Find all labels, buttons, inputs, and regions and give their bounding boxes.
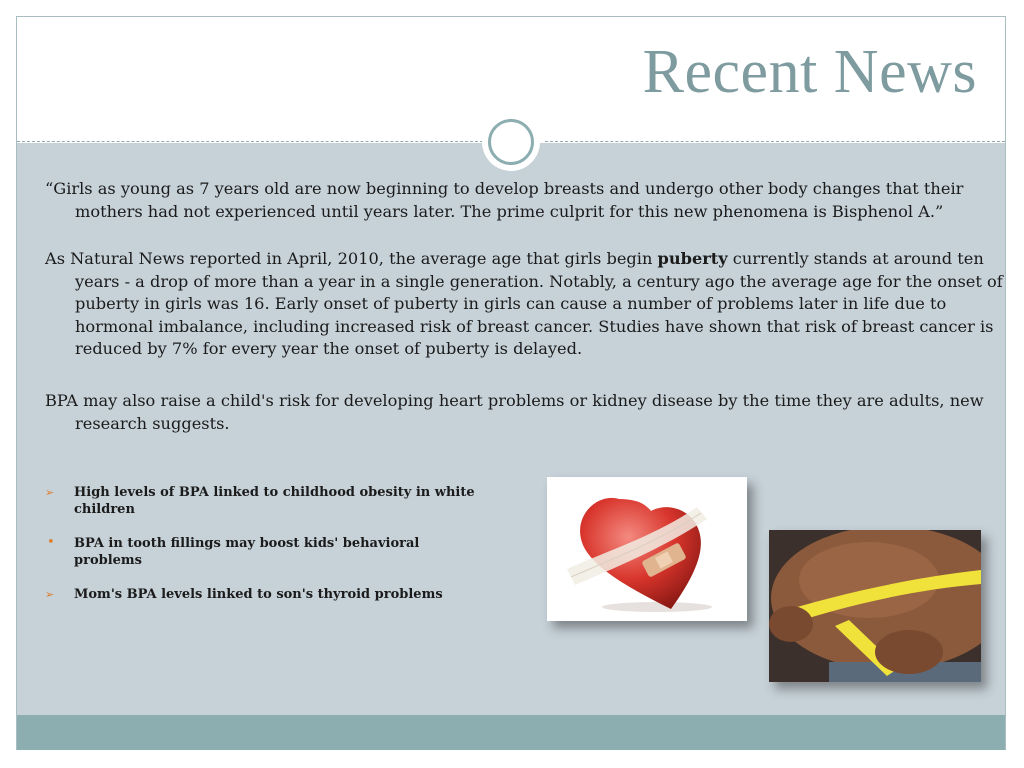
footer-bar — [17, 715, 1005, 750]
ring-icon — [488, 119, 534, 165]
arrow-bullet-icon: ➢ — [45, 486, 55, 499]
belly-illustration — [769, 530, 981, 682]
news-links-list — [43, 484, 483, 620]
news-link-item[interactable] — [43, 535, 483, 569]
slide-title: Recent News — [642, 38, 977, 106]
arrow-bullet-icon: ➢ — [45, 588, 55, 601]
heart-kidney-paragraph: BPA may also raise a child's risk for developing heart problems or kidney disease by the time they are adults, new research suggests. — [45, 391, 984, 433]
slide-frame — [16, 16, 1006, 750]
divider-right — [545, 141, 1005, 142]
news-link-item[interactable] — [43, 484, 483, 518]
puberty-paragraph — [45, 248, 1020, 361]
divider-left — [17, 141, 483, 142]
circle-ornament-icon — [482, 113, 540, 171]
dot-bullet-icon: • — [47, 535, 55, 550]
heart-illustration — [547, 477, 747, 621]
news-link-item[interactable] — [43, 586, 483, 603]
paragraph-text-start: As Natural News reported in April, 2010, the average age that girls begin — [45, 249, 658, 268]
news-link-text[interactable]: Mom's BPA levels linked to son's thyroid problems — [74, 587, 443, 602]
paragraph-text-end: currently stands at around ten years - a drop of more than a year in a single generation. Notably, a century ago the average age for the onset of puberty in girls was 16. Early onset of puberty in girls can cause a number of problems later in life due to hormonal imbalance, including increased risk of breast cancer. Studies have shown that risk of breast cancer is reduced by 7% for every year the onset of puberty is delayed. — [75, 249, 1003, 359]
quote-paragraph: “Girls as young as 7 years old are now beginning to develop breasts and undergo other body changes that their mothers had not experienced until years later. The prime culprit for this new phenomena is Bisphenol A.” — [45, 179, 964, 221]
news-link-text[interactable]: High levels of BPA linked to childhood obesity in white children — [74, 485, 475, 517]
bandaged-heart-photo — [547, 477, 747, 621]
news-link-text[interactable]: BPA in tooth fillings may boost kids' behavioral problems — [74, 536, 420, 568]
puberty-link[interactable]: puberty — [657, 249, 728, 268]
measuring-tape-waist-photo — [769, 530, 981, 682]
